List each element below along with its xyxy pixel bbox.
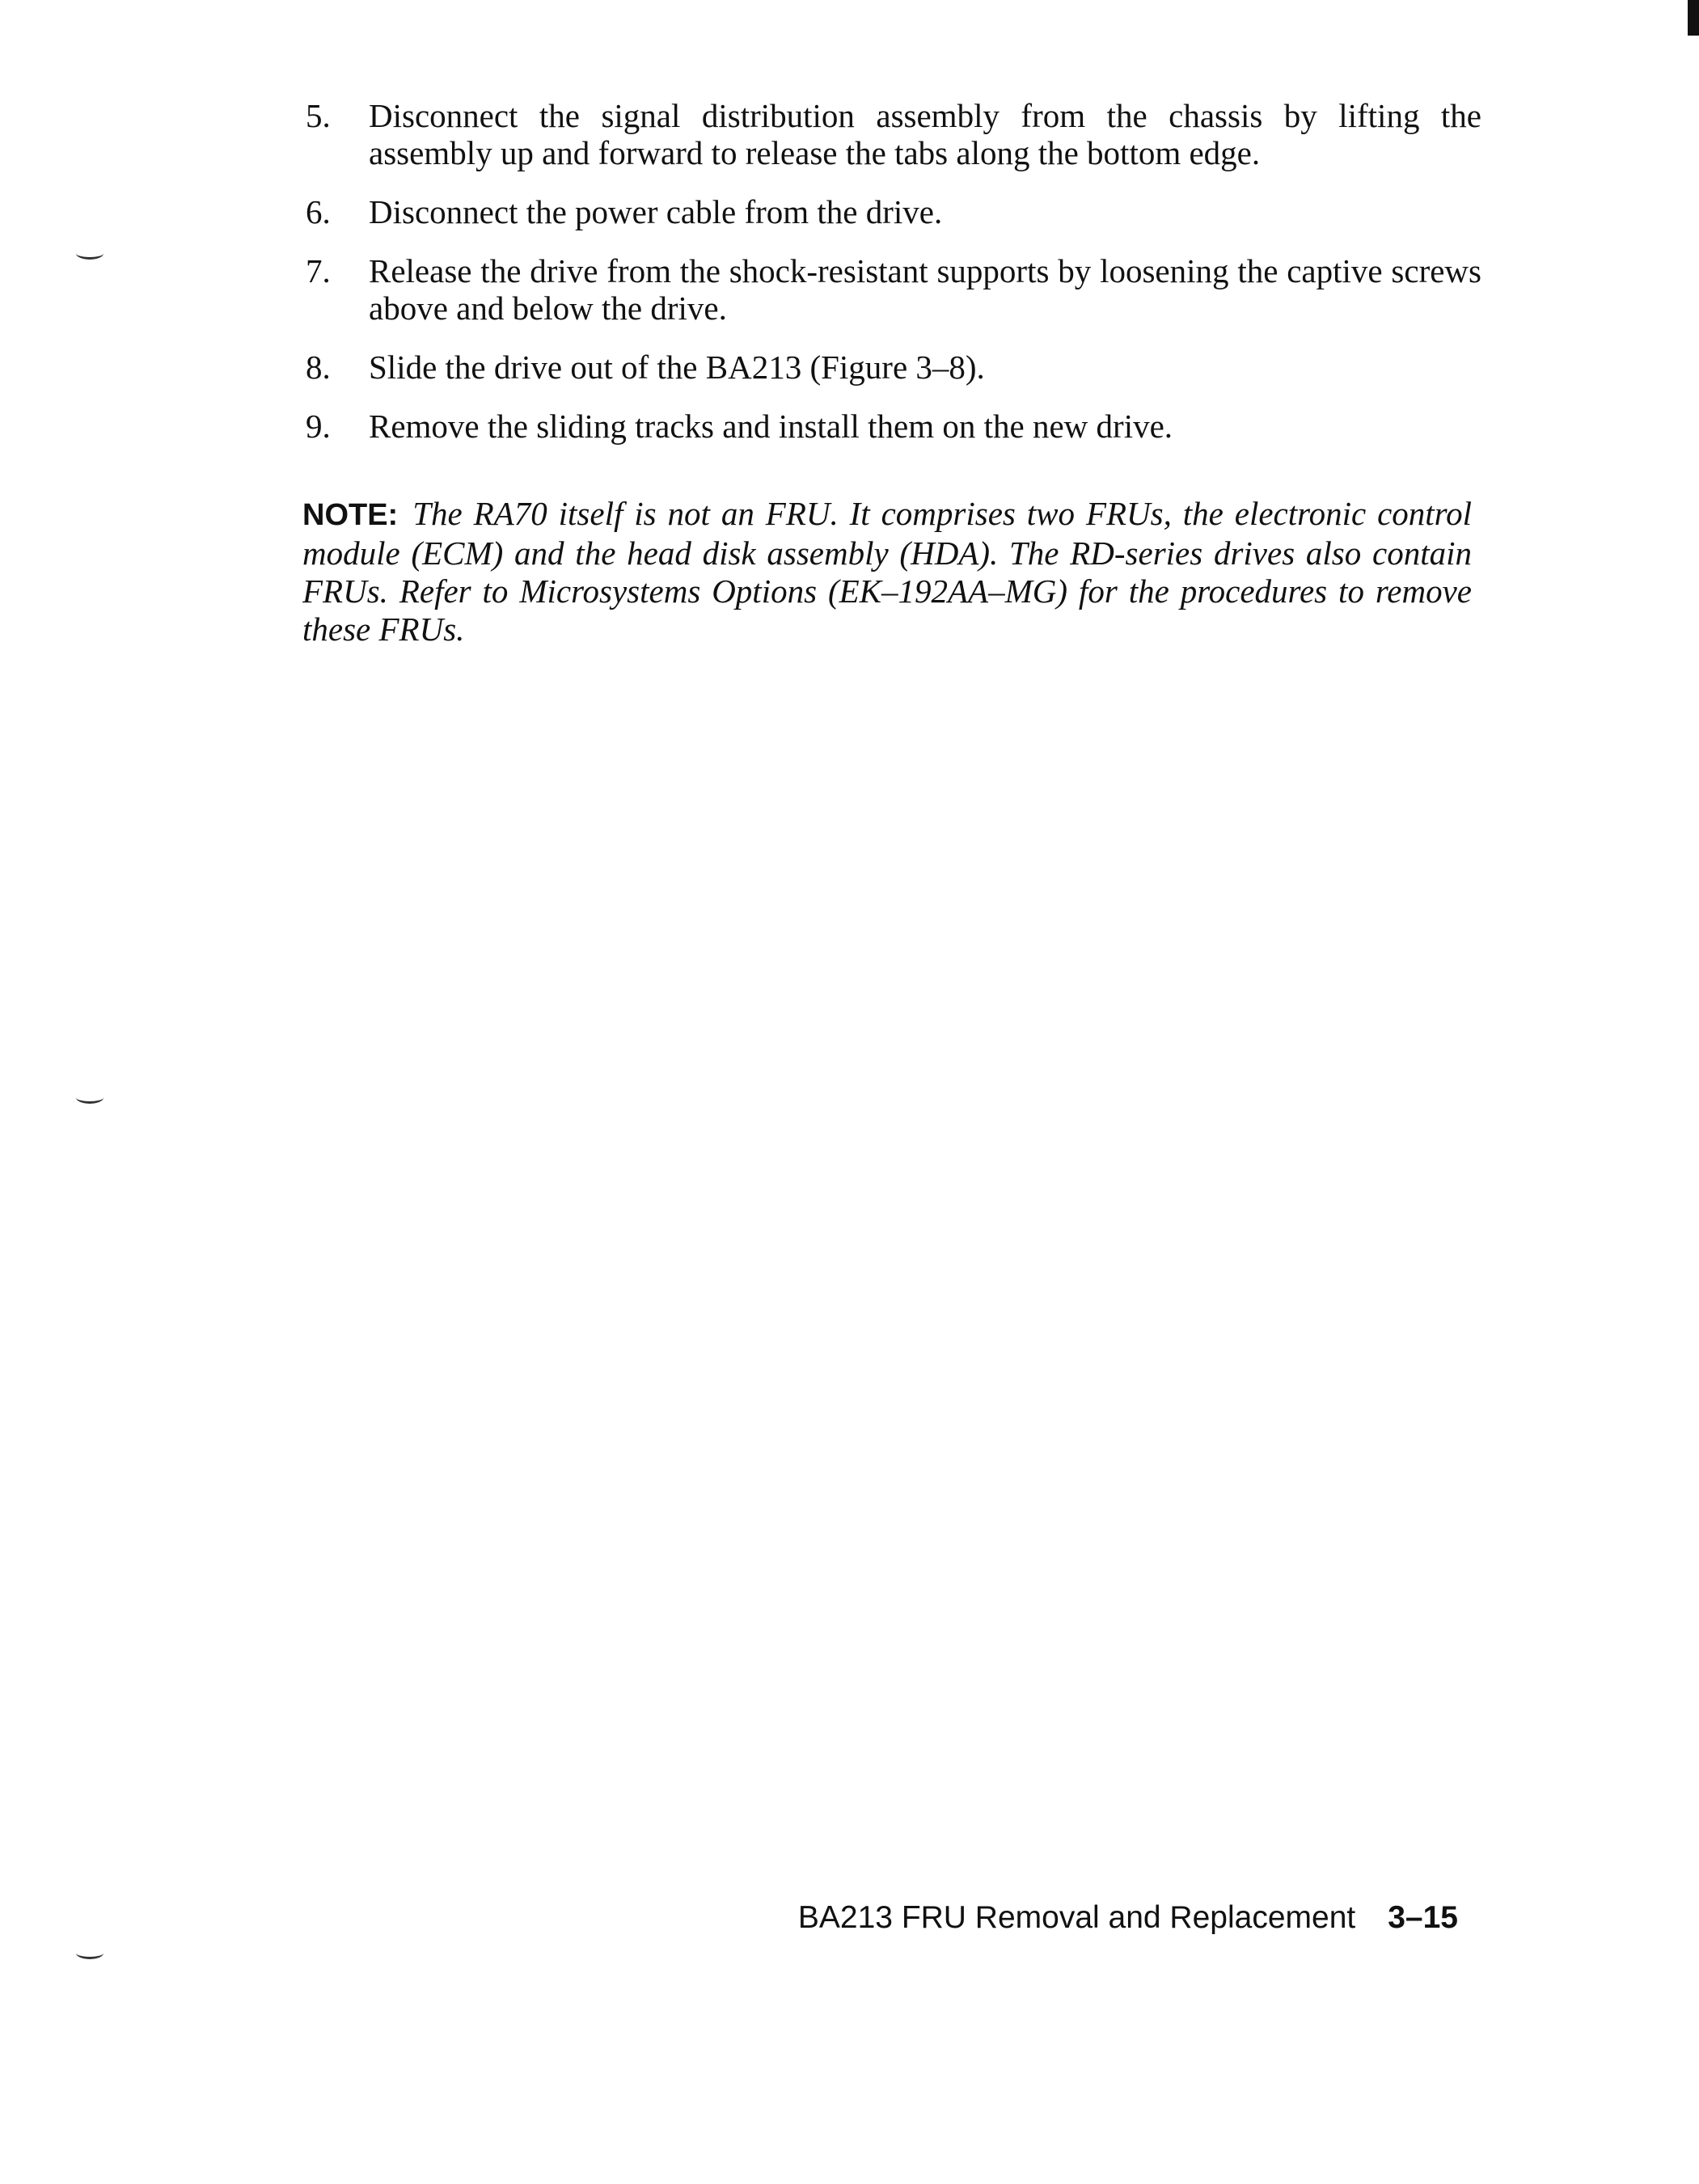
step-7	[301, 252, 1481, 327]
note-paragraph	[302, 495, 1472, 648]
step-number: 9.	[306, 408, 331, 445]
step-text: Slide the drive out of the BA213 (Figure 3–8).	[369, 349, 985, 386]
step-text: Disconnect the power cable from the drive.	[369, 193, 943, 230]
procedure-steps	[301, 97, 1481, 467]
binder-hole-mark-middle	[76, 1092, 104, 1104]
step-text: Disconnect the signal distribution assembly from the chassis by lifting the assembly up and forward to release the tabs along the bottom edge.	[369, 97, 1481, 171]
step-9	[301, 408, 1481, 445]
step-number: 5.	[306, 97, 331, 134]
step-text: Release the drive from the shock-resistant supports by loosening the captive screws above and below the drive.	[369, 252, 1481, 327]
step-number: 6.	[306, 193, 331, 230]
step-number: 8.	[306, 349, 331, 386]
note-label: NOTE:	[302, 498, 399, 532]
step-8	[301, 349, 1481, 386]
footer-page-number: 3–15	[1388, 1900, 1458, 1935]
scan-edge-mark	[1688, 0, 1699, 36]
step-6	[301, 193, 1481, 230]
footer-section-title: BA213 FRU Removal and Replacement	[797, 1900, 1356, 1935]
step-5	[301, 97, 1481, 171]
page-footer	[798, 1900, 1458, 1936]
step-number: 7.	[306, 252, 331, 289]
note-text: The RA70 itself is not an FRU. It comprises two FRUs, the electronic control module (ECM) and the head disk assembly (HDA). The RD-series drives also contain FRUs. Refer to Microsystems Options (EK–192AA–MG) for the procedures to remove these FRUs.	[302, 495, 1472, 648]
binder-hole-mark-top	[76, 247, 104, 260]
step-text: Remove the sliding tracks and install them on the new drive.	[369, 408, 1173, 445]
binder-hole-mark-bottom	[76, 1947, 104, 1959]
